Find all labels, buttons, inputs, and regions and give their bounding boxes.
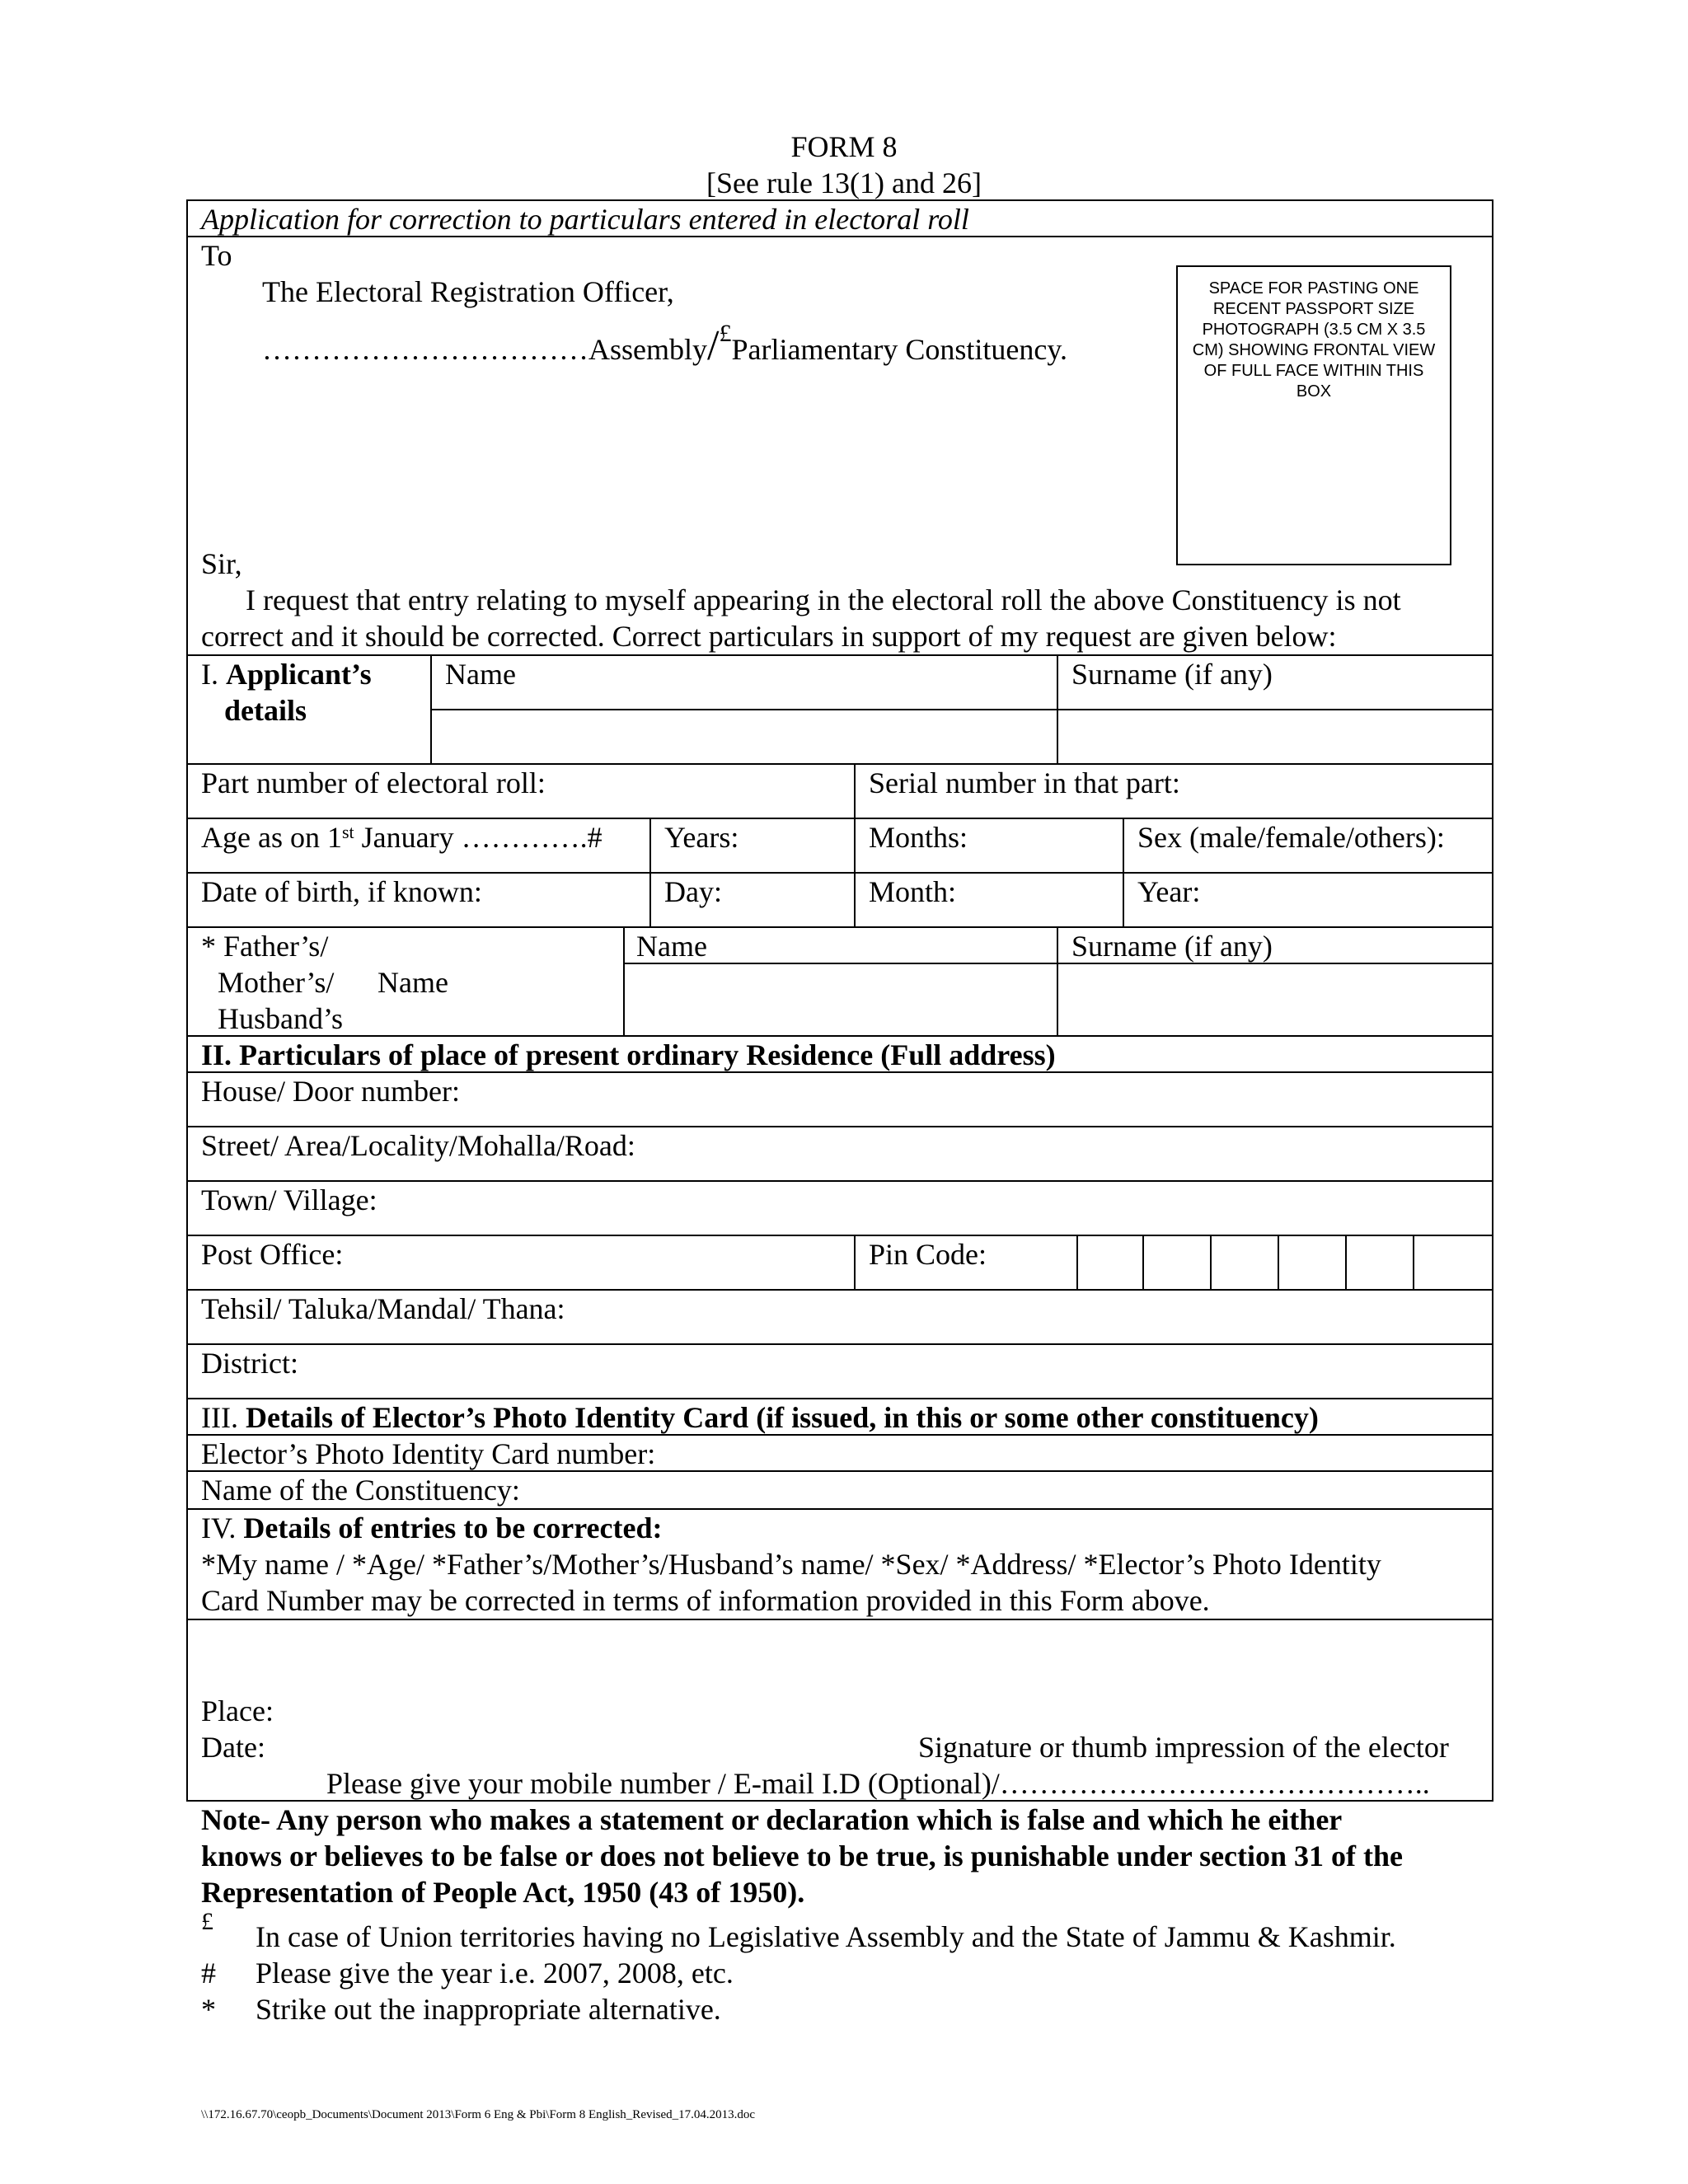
district-label: District:: [201, 1347, 298, 1380]
photo-box-text: SPACE FOR PASTING ONE RECENT PASSPORT SIZE PHOTOGRAPH (3.5 CM X 3.5 CM) SHOWING FRONTAL VIEW OF FULL FACE WITHIN THIS BOX: [1192, 279, 1436, 401]
place-label: Place:: [201, 1694, 274, 1727]
pin-digit-box[interactable]: [1279, 1235, 1347, 1289]
name-field[interactable]: [432, 710, 1055, 762]
constituency-slash: /: [707, 322, 720, 369]
section-3-title: Details of Elector’s Photo Identity Card (if issued, in this or some other constituency): [245, 1401, 1319, 1434]
table-left-border: [186, 199, 188, 1802]
pin-code-label: Pin Code:: [869, 1238, 987, 1271]
part-number-label: Part number of electoral roll:: [201, 766, 546, 799]
salutation: Sir,: [201, 547, 242, 580]
street-label: Street/ Area/Locality/Mohalla/Road:: [201, 1129, 635, 1162]
form-title: FORM 8: [790, 130, 898, 163]
divider: [186, 1180, 1493, 1182]
table-right-border: [1492, 199, 1493, 1802]
application-subject: Application for correction to particulars entered in electoral roll: [201, 203, 969, 236]
dob-label: Date of birth, if known:: [201, 875, 482, 908]
section-3-heading: [201, 1399, 1319, 1436]
sex-label: Sex (male/female/others):: [1137, 821, 1445, 854]
constituency-name-label: Name of the Constituency:: [201, 1474, 520, 1507]
pin-digit-box[interactable]: [1144, 1235, 1212, 1289]
serial-number-label: Serial number in that part:: [869, 766, 1180, 799]
house-label: House/ Door number:: [201, 1075, 460, 1108]
section-4-heading: [201, 1510, 663, 1546]
tehsil-label: Tehsil/ Taluka/Mandal/ Thana:: [201, 1292, 565, 1325]
section-1-heading: [201, 656, 372, 692]
section-1-title-a: Applicant’s: [226, 658, 372, 691]
town-label: Town/ Village:: [201, 1183, 377, 1216]
epic-number-label: Elector’s Photo Identity Card number:: [201, 1437, 656, 1470]
footnote-2-symbol: #: [201, 1957, 216, 1990]
year-label: Year:: [1137, 875, 1201, 908]
divider: [186, 1619, 1493, 1620]
note-line-1: Note- Any person who makes a statement or declaration which is false and which he either: [201, 1803, 1343, 1836]
constituency-rest: Parliamentary Constituency.: [731, 333, 1068, 366]
footnote-3-symbol: *: [201, 1993, 216, 2026]
years-label: Years:: [664, 821, 739, 854]
mobile-email-label: Please give your mobile number / E-mail I.D (Optional)/……………………………………..: [326, 1767, 1430, 1800]
officer-label: The Electoral Registration Officer,: [262, 275, 674, 308]
divider: [186, 654, 1493, 656]
name-label: Name: [445, 658, 516, 691]
section-2-title: II. Particulars of place of present ordinary Residence (Full address): [201, 1038, 1056, 1071]
month-label: Month:: [869, 875, 957, 908]
divider: [186, 236, 1493, 237]
request-line-1: I request that entry relating to myself appearing in the electoral roll the above Constituency is not: [246, 583, 1401, 616]
signature-label: Signature or thumb impression of the elector: [918, 1731, 1449, 1764]
day-label: Day:: [664, 875, 722, 908]
request-line-2: correct and it should be corrected. Correct particulars in support of my request are given below:: [201, 620, 1337, 653]
relative-line-1: * Father’s/: [201, 930, 329, 963]
age-label-sup: st: [341, 822, 354, 842]
section-3-roman: III.: [201, 1401, 238, 1434]
relative-line-3: Husband’s: [218, 1002, 343, 1035]
age-label-a: Age as on 1: [201, 821, 342, 854]
relative-line-2: Mother’s/: [218, 966, 335, 999]
photo-box: [1176, 265, 1451, 565]
divider: [186, 926, 1493, 928]
relative-name-label: Name: [636, 930, 707, 963]
surname-label: Surname (if any): [1071, 658, 1273, 691]
corrections-line-1: *My name / *Age/ *Father’s/Mother’s/Husband’s name/ *Sex/ *Address/ *Elector’s Photo Identity: [201, 1548, 1381, 1581]
relative-name-word: Name: [377, 966, 448, 999]
divider-v: [854, 1235, 856, 1289]
note-line-2: knows or believes to be false or does not believe to be true, is punishable under section 31 of the: [201, 1840, 1404, 1872]
corrections-line-2: Card Number may be corrected in terms of information provided in this Form above.: [201, 1584, 1210, 1617]
footnote-1-text: In case of Union territories having no Legislative Assembly and the State of Jammu & Kashmir.: [256, 1920, 1396, 1953]
constituency-line: [262, 320, 1068, 370]
footnote-1-symbol: £: [201, 1908, 213, 1935]
section-4-title: Details of entries to be corrected:: [243, 1511, 663, 1544]
divider-v: [854, 763, 856, 818]
file-path: \\172.16.67.70\ceopb_Documents\Document 2013\Form 6 Eng & Pbi\Form 8 English_Revised_17.04.2013.doc: [201, 2108, 756, 2121]
rule-reference: [See rule 13(1) and 26]: [706, 166, 982, 199]
surname-field[interactable]: [1058, 710, 1490, 762]
note-line-3: Representation of People Act, 1950 (43 of 1950).: [201, 1876, 805, 1909]
pin-digit-box[interactable]: [1347, 1235, 1414, 1289]
divider: [186, 1343, 1493, 1345]
date-label: Date:: [201, 1731, 265, 1764]
post-office-label: Post Office:: [201, 1238, 344, 1271]
pound-mark: £: [719, 320, 732, 347]
age-label-b: January ………….#: [354, 821, 603, 854]
months-label: Months:: [869, 821, 968, 854]
pin-digit-box[interactable]: [1414, 1235, 1492, 1289]
section-1-roman: I.: [201, 658, 218, 691]
relative-surname-field[interactable]: [1058, 964, 1490, 1033]
footnote-3-text: Strike out the inappropriate alternative.: [256, 1993, 721, 2026]
relative-name-field[interactable]: [625, 964, 1055, 1033]
constituency-dots: ……………………………Assembly: [262, 333, 707, 366]
section-4-roman: IV.: [201, 1511, 237, 1544]
pin-digit-box[interactable]: [1076, 1235, 1144, 1289]
relative-surname-label: Surname (if any): [1071, 930, 1273, 963]
footnote-2-text: Please give the year i.e. 2007, 2008, etc.: [256, 1957, 734, 1990]
to-label: To: [201, 239, 232, 272]
age-label: [201, 819, 603, 855]
pin-digit-box[interactable]: [1212, 1235, 1279, 1289]
section-1-title-b: details: [224, 694, 307, 727]
